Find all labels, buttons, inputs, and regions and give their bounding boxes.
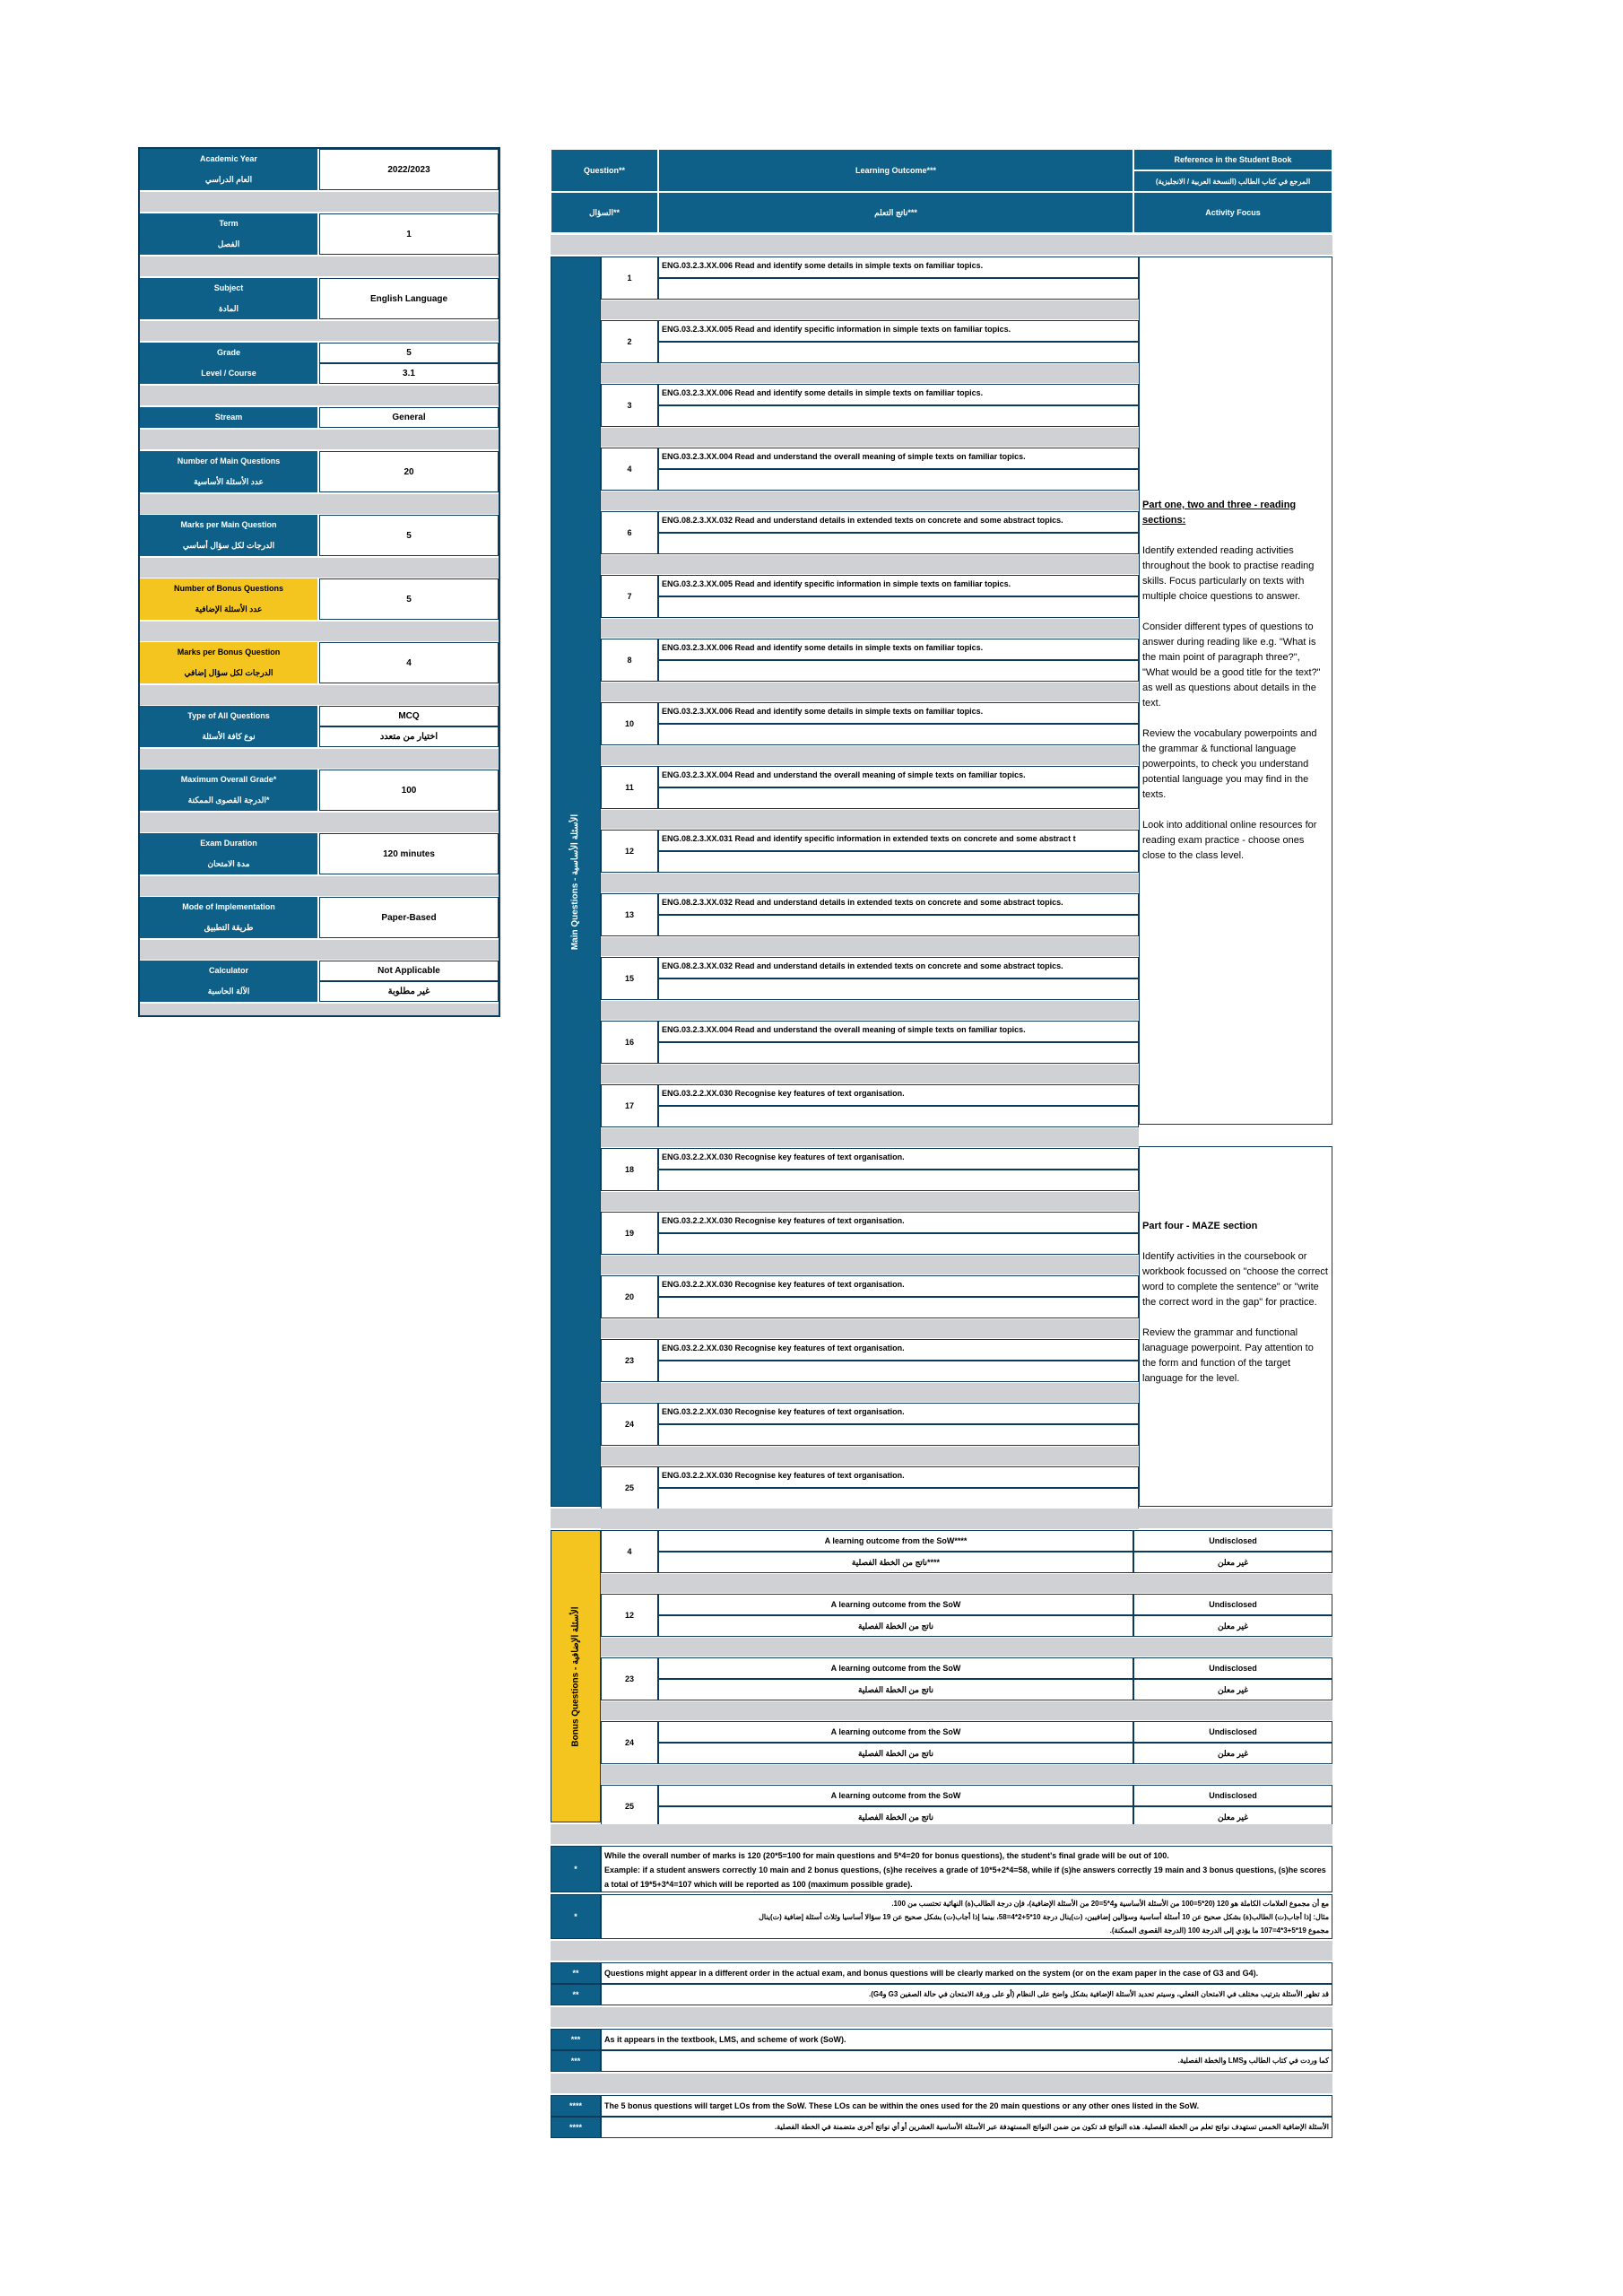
- learning-outcome-ar: [658, 405, 1139, 427]
- spacer: [601, 1765, 1332, 1784]
- header-question-cell: [551, 149, 658, 192]
- learning-outcome: ENG.03.2.3.XX.004 Read and understand the overall meaning of simple texts on familiar topics.: [658, 766, 1139, 787]
- stream-value: General: [319, 407, 499, 428]
- spacer: [601, 1128, 1139, 1147]
- learning-outcome: ENG.08.2.3.XX.032 Read and understand details in extended texts on concrete and some abstract topics.: [658, 893, 1139, 915]
- learning-outcome-ar: [658, 469, 1139, 491]
- note-star-1-ar: *: [551, 1894, 601, 1939]
- main-questions-label: Number of Main Questions: [140, 451, 317, 472]
- header-lo: Learning Outcome***: [855, 166, 937, 175]
- bonus-questions-value: 5: [319, 578, 499, 620]
- calculator-value: Not Applicable: [319, 961, 499, 981]
- activity-reading-p3: Review the vocabulary powerpoints and the grammar & functional language powerpoints, to check you understand potential language you may find in the texts.: [1142, 728, 1317, 800]
- term-label: Term: [140, 213, 317, 234]
- header-lo-ar-cell: [658, 192, 1133, 233]
- note-star-2-ar: **: [551, 1984, 601, 2005]
- learning-outcome: ENG.03.2.3.XX.006 Read and identify some details in simple texts on familiar topics.: [658, 257, 1139, 278]
- activity-maze-p2: Review the grammar and functional lanaguage powerpoint. Pay attention to the form and function of the target language for the level.: [1142, 1327, 1314, 1384]
- bonus-questions-label: Number of Bonus Questions: [140, 578, 317, 599]
- spacer: [140, 876, 499, 896]
- note-1-en: While the overall number of marks is 120 (20*5=100 for main questions and 5*4=20 for bonus questions), the student's final grade will be out of 100. Example: if a student answers correctly 10 main and 2 bonus questions, (s)he receives a grade of 10*5+2*4=58, while if (s)he answers correctly 19 main and 3 bonus questions, (s)he scores a total of 19*5+3*4=107 which will be reported as 100 (maximum possible grade).: [601, 1846, 1332, 1892]
- main-section-label: Main Questions - الأسئلة الأساسية: [570, 813, 581, 950]
- bonus-learning-outcome: A learning outcome from the SoW: [658, 1721, 1133, 1743]
- header-lo-cell: [658, 149, 1133, 192]
- marks-main-label: Marks per Main Question: [140, 515, 317, 535]
- spacer: [140, 940, 499, 960]
- activity-reading-heading: Part one, two and three - reading sections:: [1142, 500, 1297, 526]
- spacer: [551, 1941, 1332, 1961]
- learning-outcome-ar: [658, 533, 1139, 554]
- spacer: [140, 685, 499, 705]
- spacer: [601, 428, 1139, 447]
- bonus-question-number: 12: [601, 1594, 658, 1637]
- learning-outcome: ENG.03.2.3.XX.006 Read and identify some details in simple texts on familiar topics.: [658, 384, 1139, 405]
- note-2-en: Questions might appear in a different order in the actual exam, and bonus questions will be clearly marked on the system (or on the exam paper in the case of G3 and G4).: [601, 1962, 1332, 1984]
- grade-value: 5: [319, 343, 499, 363]
- spacer: [601, 1319, 1139, 1338]
- calculator-label-ar: الآلة الحاسبة: [140, 981, 317, 1002]
- question-number: 17: [601, 1084, 658, 1127]
- learning-outcome-ar: [658, 1297, 1139, 1318]
- bonus-learning-outcome: A learning outcome from the SoW: [658, 1657, 1133, 1679]
- bonus-questions-label-ar: عدد الأسئلة الإضافية: [140, 599, 317, 620]
- spacer: [140, 192, 499, 212]
- question-number: 25: [601, 1466, 658, 1509]
- spacer: [140, 386, 499, 405]
- bonus-question-number: 4: [601, 1530, 658, 1573]
- learning-outcome-ar: [658, 915, 1139, 936]
- learning-outcome-ar: [658, 596, 1139, 618]
- note-star-1: *: [551, 1846, 601, 1892]
- stream-label: Stream: [140, 407, 317, 428]
- bonus-reference: Undisclosed: [1133, 1594, 1332, 1615]
- term-label-ar: الفصل: [140, 234, 317, 255]
- learning-outcome: ENG.03.2.2.XX.030 Recognise key features of text organisation.: [658, 1084, 1139, 1106]
- question-number: 19: [601, 1212, 658, 1255]
- header-question-ar: السؤال**: [589, 207, 620, 217]
- marks-main-label-ar: الدرجات لكل سؤال أساسي: [140, 535, 317, 556]
- bonus-section-label-cell: [551, 1530, 601, 1822]
- spacer: [140, 321, 499, 341]
- marks-bonus-label-ar: الدرجات لكل سؤال إضافي: [140, 663, 317, 683]
- spacer: [601, 1065, 1139, 1083]
- spacer: [140, 622, 499, 641]
- spacer: [601, 364, 1139, 383]
- note-3-en: As it appears in the textbook, LMS, and scheme of work (SoW).: [601, 2029, 1332, 2050]
- spacer: [140, 494, 499, 514]
- mode-value: Paper-Based: [319, 897, 499, 938]
- header-ref: Reference in the Student Book: [1174, 155, 1292, 164]
- spacer: [601, 1001, 1139, 1020]
- question-number: 2: [601, 320, 658, 363]
- marks-bonus-label: Marks per Bonus Question: [140, 642, 317, 663]
- bonus-reference-ar: غير معلن: [1133, 1806, 1332, 1828]
- header-ref-ar: المرجع في كتاب الطالب (النسخة العربية / الانجليزية): [1155, 177, 1311, 186]
- question-number: 15: [601, 957, 658, 1000]
- learning-outcome-ar: [658, 1361, 1139, 1382]
- main-questions-value: 20: [319, 451, 499, 492]
- spacer: [551, 1824, 1332, 1844]
- bonus-question-number: 23: [601, 1657, 658, 1700]
- question-number: 6: [601, 511, 658, 554]
- note-4-ar: الأسئلة الإضافية الخمس تستهدف نواتج تعلم من الخطة الفصلية. هذه النواتج قد تكون من ضمن النواتج المستهدفة عبر الأسئلة الأساسية العشرين أو أي نواتج أخرى متضمنة في الخطة الفصلية.: [601, 2117, 1332, 2138]
- activity-maze-p1: Identify activities in the coursebook or workbook focussed on "choose the correct word to complete the sentence" or "write the correct word in the gap" for practice.: [1142, 1251, 1328, 1308]
- learning-outcome: ENG.08.2.3.XX.032 Read and understand details in extended texts on concrete and some abstract topics.: [658, 957, 1139, 978]
- spacer: [140, 257, 499, 276]
- academic-year-value: 2022/2023: [319, 149, 499, 190]
- question-number: 3: [601, 384, 658, 427]
- learning-outcome: ENG.03.2.2.XX.030 Recognise key features of text organisation.: [658, 1466, 1139, 1488]
- learning-outcome-ar: [658, 342, 1139, 363]
- bonus-reference-ar: غير معلن: [1133, 1552, 1332, 1573]
- question-number: 12: [601, 830, 658, 873]
- bonus-reference: Undisclosed: [1133, 1530, 1332, 1552]
- grade-label: Grade: [140, 343, 317, 363]
- spacer: [601, 746, 1139, 765]
- spacer: [551, 2007, 1332, 2027]
- learning-outcome: ENG.03.2.2.XX.030 Recognise key features of text organisation.: [658, 1212, 1139, 1233]
- learning-outcome: ENG.03.2.2.XX.030 Recognise key features of text organisation.: [658, 1148, 1139, 1170]
- bonus-reference-ar: غير معلن: [1133, 1743, 1332, 1764]
- bonus-section-label: Bonus Questions - الأسئلة الإضافية: [570, 1605, 581, 1747]
- level-value: 3.1: [319, 363, 499, 384]
- spacer: [601, 1256, 1139, 1274]
- activity-reading-p1: Identify extended reading activities throughout the book to practise reading skills. Focus particularly on texts with multiple choice questions to answer.: [1142, 545, 1315, 602]
- learning-outcome-ar: [658, 787, 1139, 809]
- type-label: Type of All Questions: [140, 706, 317, 726]
- spacer: [601, 1638, 1332, 1657]
- note-3-ar: كما وردت في كتاب الطالب وLMS والخطة الفصلية.: [601, 2050, 1332, 2072]
- spacer: [140, 749, 499, 769]
- learning-outcome: ENG.08.2.3.XX.031 Read and identify specific information in extended texts on concrete and some abstract t: [658, 830, 1139, 851]
- activity-reading-p2: Consider different types of questions to answer during reading like e.g. "What is the main point of paragraph three?", "What would be a good title for the text?" as well as questions about details in the text.: [1142, 622, 1321, 709]
- note-star-2: **: [551, 1962, 601, 1984]
- question-number: 7: [601, 575, 658, 618]
- learning-outcome-ar: [658, 1106, 1139, 1127]
- spacer: [601, 683, 1139, 701]
- bonus-reference-ar: غير معلن: [1133, 1679, 1332, 1700]
- learning-outcome: ENG.03.2.3.XX.004 Read and understand the overall meaning of simple texts on familiar topics.: [658, 1021, 1139, 1042]
- bonus-learning-outcome-ar: ناتج من الخطة الفصلية: [658, 1743, 1133, 1764]
- learning-outcome-ar: [658, 724, 1139, 745]
- spacer: [140, 558, 499, 578]
- header-question: Question**: [583, 166, 625, 175]
- note-star-3: ***: [551, 2029, 601, 2050]
- mode-label-ar: طريقة التطبيق: [140, 918, 317, 938]
- type-value: MCQ: [319, 706, 499, 726]
- learning-outcome: ENG.03.2.2.XX.030 Recognise key features of text organisation.: [658, 1275, 1139, 1297]
- learning-outcome-ar: [658, 278, 1139, 300]
- marks-bonus-value: 4: [319, 642, 499, 683]
- question-number: 4: [601, 448, 658, 491]
- learning-outcome: ENG.03.2.2.XX.030 Recognise key features of text organisation.: [658, 1403, 1139, 1424]
- spacer: [601, 937, 1139, 956]
- learning-outcome: ENG.03.2.2.XX.030 Recognise key features of text organisation.: [658, 1339, 1139, 1361]
- spacer: [601, 300, 1139, 319]
- activity-maze-block: [1139, 1146, 1332, 1507]
- learning-outcome-ar: [658, 1042, 1139, 1064]
- subject-label-ar: المادة: [140, 299, 317, 319]
- bonus-question-number: 25: [601, 1785, 658, 1828]
- spacer: [601, 1383, 1139, 1402]
- question-number: 23: [601, 1339, 658, 1382]
- question-number: 18: [601, 1148, 658, 1191]
- note-1-ar: مع أن مجموع العلامات الكاملة هو 120 (20*5=100 من الأسئلة الأساسية و4*5=20 من الأسئلة الإضافية)، فإن درجة الطالب(ة) النهائية تحتسب من 100. مثال: إذا أجاب(ت) الطالب(ة) بشكل صحيح عن 10 أسئلة أساسية وسؤالين إضافيين، (ت)ينال درجة 10*5+2*4=58، بينما إذا أجاب(ت) بشكل صحيح عن 19 سؤالا أساسيا وثلاث أسئلة إضافية (ت)ينال مجموع 19*5+3*4=107 ما يؤدي إلى الدرجة 100 (الدرجة القصوى الممكنة).: [601, 1894, 1332, 1939]
- spacer: [140, 813, 499, 832]
- main-questions-label-ar: عدد الأسئلة الأساسية: [140, 472, 317, 492]
- academic-year-label: Academic Year: [140, 149, 317, 170]
- spacer: [140, 1004, 499, 1015]
- question-number: 13: [601, 893, 658, 936]
- header-ref-ar-cell: [1133, 170, 1332, 192]
- header-activity-cell: [1133, 192, 1332, 233]
- bonus-learning-outcome: A learning outcome from the SoW: [658, 1594, 1133, 1615]
- type-label-ar: نوع كافة الأسئلة: [140, 726, 317, 747]
- duration-label: Exam Duration: [140, 833, 317, 854]
- spacer: [601, 555, 1139, 574]
- question-number: 24: [601, 1403, 658, 1446]
- bonus-question-number: 24: [601, 1721, 658, 1764]
- learning-outcome: ENG.03.2.3.XX.005 Read and identify specific information in simple texts on familiar topics.: [658, 575, 1139, 596]
- spacer: [601, 1447, 1139, 1465]
- spacer: [601, 1574, 1332, 1593]
- question-number: 16: [601, 1021, 658, 1064]
- header-activity: Activity Focus: [1205, 208, 1261, 217]
- bonus-learning-outcome-ar: ناتج من الخطة الفصلية: [658, 1679, 1133, 1700]
- learning-outcome: ENG.03.2.3.XX.006 Read and identify some details in simple texts on familiar topics.: [658, 639, 1139, 660]
- learning-outcome-ar: [658, 1424, 1139, 1446]
- type-value-ar: اختيار من متعدد: [319, 726, 499, 747]
- learning-outcome-ar: [658, 660, 1139, 682]
- note-star-3-ar: ***: [551, 2050, 601, 2072]
- main-section-label-cell: [551, 257, 601, 1507]
- learning-outcome: ENG.03.2.3.XX.005 Read and identify specific information in simple texts on familiar topics.: [658, 320, 1139, 342]
- question-number: 8: [601, 639, 658, 682]
- bonus-learning-outcome-ar: ناتج من الخطة الفصلية: [658, 1806, 1133, 1828]
- bonus-learning-outcome-ar: ناتج من الخطة الفصلية: [658, 1615, 1133, 1637]
- spacer: [601, 619, 1139, 638]
- spacer: [601, 1192, 1139, 1211]
- spacer: [601, 874, 1139, 892]
- spacer: [601, 1701, 1332, 1720]
- note-2-ar: قد تظهر الأسئلة بترتيب مختلف في الامتحان الفعلي، وسيتم تحديد الأسئلة الإضافية بشكل واضح على النظام (أو على ورقة الامتحان في حالة الصفين G3 وG4).: [601, 1984, 1332, 2005]
- max-grade-value: 100: [319, 770, 499, 811]
- spacer: [551, 2074, 1332, 2093]
- calculator-value-ar: غير مطلوبة: [319, 981, 499, 1002]
- spacer: [601, 810, 1139, 829]
- question-number: 10: [601, 702, 658, 745]
- academic-year-label-ar: العام الدراسي: [140, 170, 317, 190]
- question-number: 11: [601, 766, 658, 809]
- header-lo-ar: ناتج التعلم***: [874, 207, 917, 217]
- learning-outcome: ENG.08.2.3.XX.032 Read and understand details in extended texts on concrete and some abstract topics.: [658, 511, 1139, 533]
- subject-value: English Language: [319, 278, 499, 319]
- learning-outcome: ENG.03.2.3.XX.006 Read and identify some details in simple texts on familiar topics.: [658, 702, 1139, 724]
- bonus-learning-outcome-ar: ناتج من الخطة الفصلية****: [658, 1552, 1133, 1573]
- question-number: 20: [601, 1275, 658, 1318]
- learning-outcome-ar: [658, 851, 1139, 873]
- mode-label: Mode of Implementation: [140, 897, 317, 918]
- spacer: [551, 1509, 1332, 1528]
- spacer: [601, 491, 1139, 510]
- header-question-ar-cell: [551, 192, 658, 233]
- level-label: Level / Course: [140, 363, 317, 384]
- note-4-en: The 5 bonus questions will target LOs from the SoW. These LOs can be within the ones used for the 20 main questions or any other ones listed in the SoW.: [601, 2095, 1332, 2117]
- learning-outcome-ar: [658, 1488, 1139, 1509]
- spacer: [140, 430, 499, 449]
- bonus-reference-ar: غير معلن: [1133, 1615, 1332, 1637]
- header-ref-cell: [1133, 149, 1332, 170]
- bonus-learning-outcome: A learning outcome from the SoW: [658, 1785, 1133, 1806]
- max-grade-label: Maximum Overall Grade*: [140, 770, 317, 790]
- duration-value: 120 minutes: [319, 833, 499, 874]
- max-grade-label-ar: الدرجة القصوى الممكنة*: [140, 790, 317, 811]
- marks-main-value: 5: [319, 515, 499, 556]
- question-number: 1: [601, 257, 658, 300]
- bonus-reference: Undisclosed: [1133, 1721, 1332, 1743]
- activity-reading-p4: Look into additional online resources for reading exam practice - choose ones close to the class level.: [1142, 820, 1317, 861]
- bonus-reference: Undisclosed: [1133, 1657, 1332, 1679]
- spacer: [551, 235, 1332, 255]
- learning-outcome-ar: [658, 1170, 1139, 1191]
- learning-outcome: ENG.03.2.3.XX.004 Read and understand the overall meaning of simple texts on familiar topics.: [658, 448, 1139, 469]
- bonus-learning-outcome: A learning outcome from the SoW****: [658, 1530, 1133, 1552]
- term-value: 1: [319, 213, 499, 255]
- note-star-4-ar: ****: [551, 2117, 601, 2138]
- activity-reading-block: [1139, 257, 1332, 1125]
- learning-outcome-ar: [658, 1233, 1139, 1255]
- learning-outcome-ar: [658, 978, 1139, 1000]
- bonus-reference: Undisclosed: [1133, 1785, 1332, 1806]
- subject-label: Subject: [140, 278, 317, 299]
- calculator-label: Calculator: [140, 961, 317, 981]
- note-star-4: ****: [551, 2095, 601, 2117]
- duration-label-ar: مدة الامتحان: [140, 854, 317, 874]
- activity-maze-heading: Part four - MAZE section: [1142, 1221, 1258, 1231]
